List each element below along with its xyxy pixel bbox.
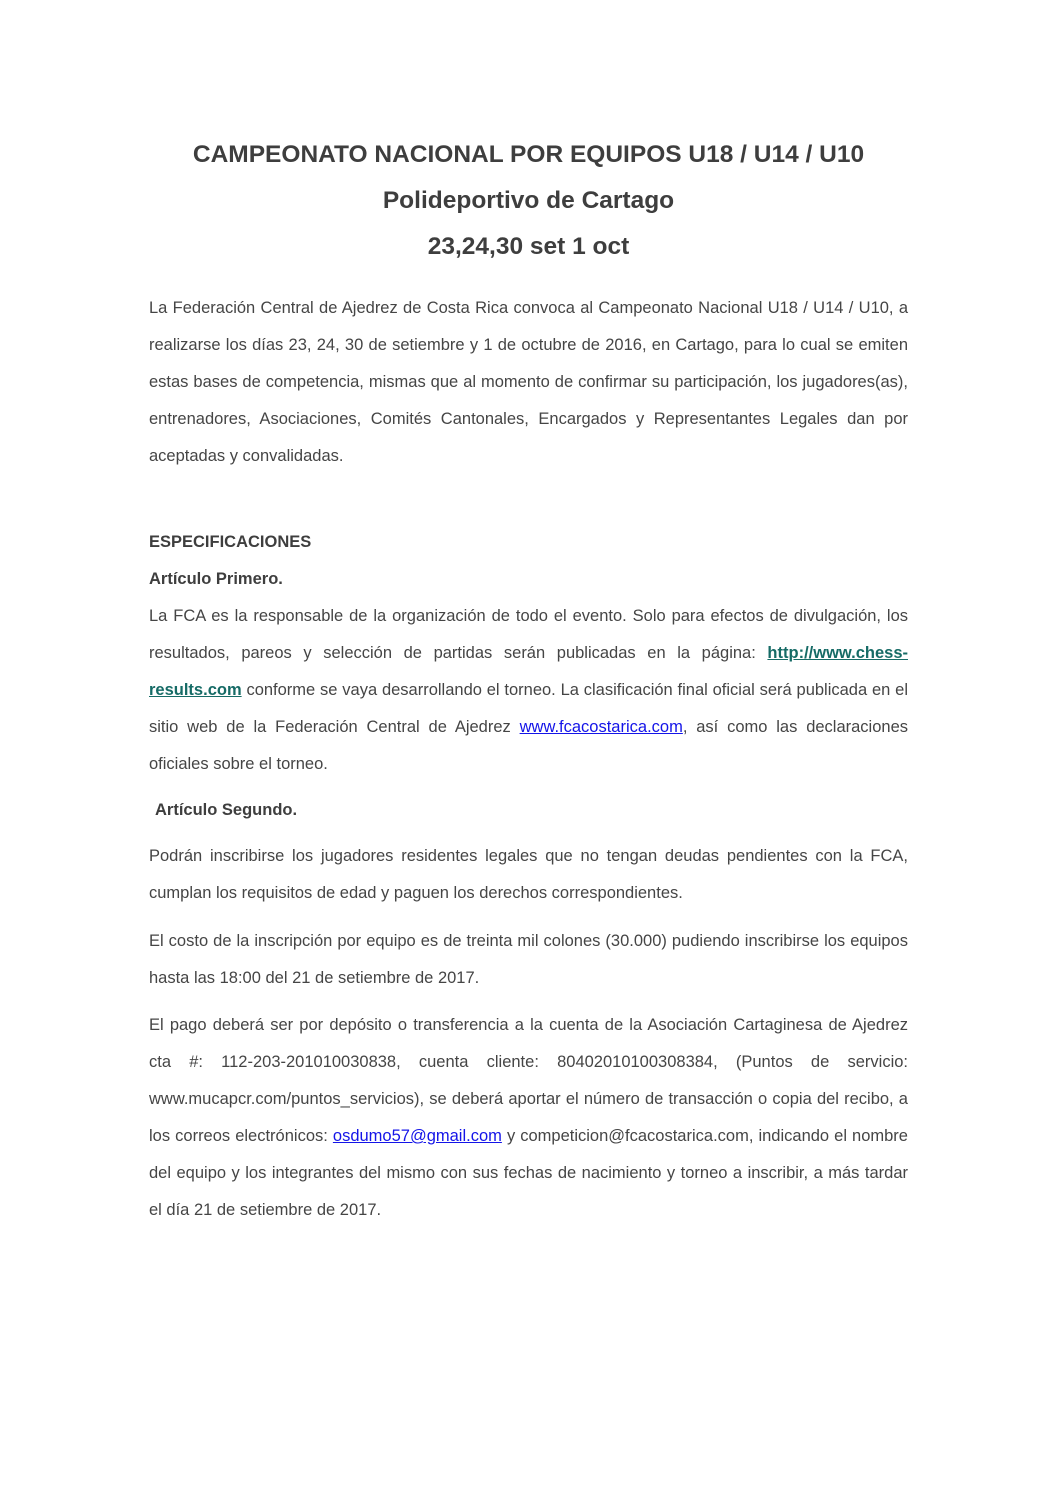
article-first-text-1: La FCA es la responsable de la organización de todo el evento. Solo para efectos de divulgación, los resultados, pareos y selección de partidas serán publicadas en la página: xyxy=(149,607,908,662)
article-second-paragraph-3 xyxy=(149,1007,908,1229)
article-first-text-3: , así como las declaraciones oficiales sobre el torneo. xyxy=(149,718,909,773)
chess-results-link[interactable]: http://www.chess-results.com xyxy=(149,644,908,699)
payment-text-2: y competicion@fcacostarica.com, indicando el nombre del equipo y los integrantes del mismo con sus fechas de nacimiento y torneo a inscribir, a más tardar el día 21 de setiembre de 2017. xyxy=(149,1127,908,1219)
fcacostarica-link[interactable]: www.fcacostarica.com xyxy=(519,718,683,736)
osdumo-email-link[interactable]: osdumo57@gmail.com xyxy=(332,1127,502,1145)
article-second-paragraph-2: El costo de la inscripción por equipo es de treinta mil colones (30.000) pudiendo inscribirse los equipos hasta las 18:00 del 21 de setiembre de 2017. xyxy=(149,932,908,987)
title-line-3: 23,24,30 set 1 oct xyxy=(427,233,630,260)
article-first-paragraph xyxy=(149,598,908,783)
document-title xyxy=(149,132,908,270)
intro-paragraph: La Federación Central de Ajedrez de Costa Rica convoca al Campeonato Nacional U18 / U14 / U10, a realizarse los días 23, 24, 30 de setiembre y 1 de octubre de 2016, en Cartago, para lo cual se emiten estas bases de competencia, mismas que al momento de confirmar su participación, los jugadores(as), entrenadores, Asociaciones, Comités Cantonales, Encargados y Representantes Legales dan por aceptadas y convalidadas. xyxy=(149,299,908,465)
article-first-heading: Artículo Primero. xyxy=(149,570,283,588)
title-line-2: Polideportivo de Cartago xyxy=(382,187,675,214)
article-first-text-2: conforme se vaya desarrollando el torneo. La clasificación final oficial será publicada en el sitio web de la Federación Central de Ajedrez xyxy=(149,681,908,736)
payment-text-1: El pago deberá ser por depósito o transferencia a la cuenta de la Asociación Cartaginesa de Ajedrez cta #: 112-203-201010030838, cuenta cliente: 80402010100308384, (Puntos de servicio: www.mucapcr.com/puntos_servicios), se deberá aportar el número de transacción o copia del recibo, a los correos electrónicos: xyxy=(149,1016,908,1145)
specifications-heading: ESPECIFICACIONES xyxy=(149,533,312,551)
document-content xyxy=(149,132,908,1229)
title-line-1: CAMPEONATO NACIONAL POR EQUIPOS U18 / U14 / U10 xyxy=(192,141,865,168)
article-second-heading: Artículo Segundo. xyxy=(155,801,298,819)
article-second-paragraph-1: Podrán inscribirse los jugadores residentes legales que no tengan deudas pendientes con la FCA, cumplan los requisitos de edad y paguen los derechos correspondientes. xyxy=(149,847,908,902)
